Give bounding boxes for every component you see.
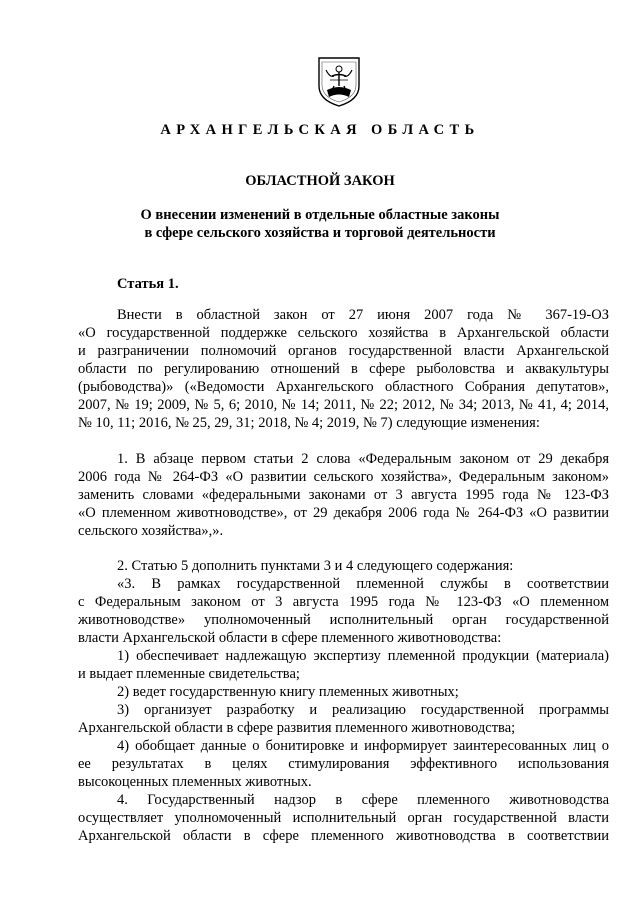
document-type: ОБЛАСТНОЙ ЗАКОН bbox=[245, 173, 395, 189]
body-text-line: 2006 года № 264-ФЗ «О развитии сельского хозяйства», Федеральным законом» bbox=[78, 469, 609, 485]
body-text-line: высокоценных племенных животных. bbox=[78, 774, 312, 790]
body-text-line: сельского хозяйства»,». bbox=[78, 523, 224, 539]
body-text-line: ее результатах в целях стимулирования эффективного использования bbox=[78, 756, 609, 772]
body-text-line: 1) обеспечивает надлежащую экспертизу племенной продукции (материала) bbox=[117, 648, 609, 664]
body-text-line: «О государственной поддержке сельского хозяйства в Архангельской области bbox=[78, 325, 609, 341]
body-text-line: заменить словами «федеральными законами от 3 августа 1995 года № 123-ФЗ bbox=[78, 487, 609, 503]
body-text-line: области по регулированию отношений в сфере рыболовства и аквакультуры bbox=[78, 361, 609, 377]
region-name: АРХАНГЕЛЬСКАЯ ОБЛАСТЬ bbox=[160, 122, 480, 138]
body-text-line: 4) обобщает данные о бонитировке и информирует заинтересованных лиц о bbox=[117, 738, 609, 754]
article-heading: Статья 1. bbox=[117, 276, 179, 292]
body-text-line: 1. В абзаце первом статьи 2 слова «Федеральным законом от 29 декабря bbox=[117, 451, 609, 467]
body-text-line: «3. В рамках государственной племенной службы в соответствии bbox=[117, 576, 609, 592]
document-title bbox=[0, 206, 640, 242]
body-text-line: Внести в областной закон от 27 июня 2007 года № 367-19-ОЗ bbox=[117, 307, 609, 323]
body-text-line: осуществляет уполномоченный исполнительный орган государственной власти bbox=[78, 810, 609, 826]
coat-of-arms-emblem bbox=[316, 56, 362, 108]
body-text-line: 2. Статью 5 дополнить пунктами 3 и 4 следующего содержания: bbox=[117, 558, 514, 574]
body-text-line: власти Архангельской области в сфере племенного животноводства: bbox=[78, 630, 502, 646]
body-text-line: 4. Государственный надзор в сфере племенного животноводства bbox=[117, 792, 609, 808]
body-text-line: 3) организует разработку и реализацию государственной программы bbox=[117, 702, 609, 718]
document-title-line: в сфере сельского хозяйства и торговой деятельности bbox=[144, 225, 496, 241]
body-text-line: с Федеральным законом от 3 августа 1995 года № 123-ФЗ «О племенном bbox=[78, 594, 609, 610]
body-text-line: (рыбоводства)» («Ведомости Архангельского областного Собрания депутатов», bbox=[78, 379, 609, 395]
document-title-line: О внесении изменений в отдельные областные законы bbox=[140, 207, 500, 223]
body-text-line: «О племенном животноводстве», от 29 декабря 2006 года № 264-ФЗ «О развитии bbox=[78, 505, 609, 521]
body-text-line: и выдает племенные свидетельства; bbox=[78, 666, 300, 682]
body-text-line: № 10, 11; 2016, № 25, 29, 31; 2018, № 4; 2019, № 7) следующие изменения: bbox=[78, 415, 540, 431]
body-text-line: 2007, № 19; 2009, № 5, 6; 2010, № 14; 2011, № 22; 2012, № 34; 2013, № 41, 4; 2014, bbox=[78, 397, 609, 413]
body-text-line: 2) ведет государственную книгу племенных животных; bbox=[117, 684, 459, 700]
body-text-line: животноводстве» уполномоченный исполнительный орган государственной bbox=[78, 612, 609, 628]
body-text-line: Архангельской области в сфере племенного животноводства в соответствии bbox=[78, 828, 609, 844]
body-text-line: Архангельской области в сфере развития племенного животноводства; bbox=[78, 720, 516, 736]
body-text-line: и разграничении полномочий органов государственной власти Архангельской bbox=[78, 343, 609, 359]
